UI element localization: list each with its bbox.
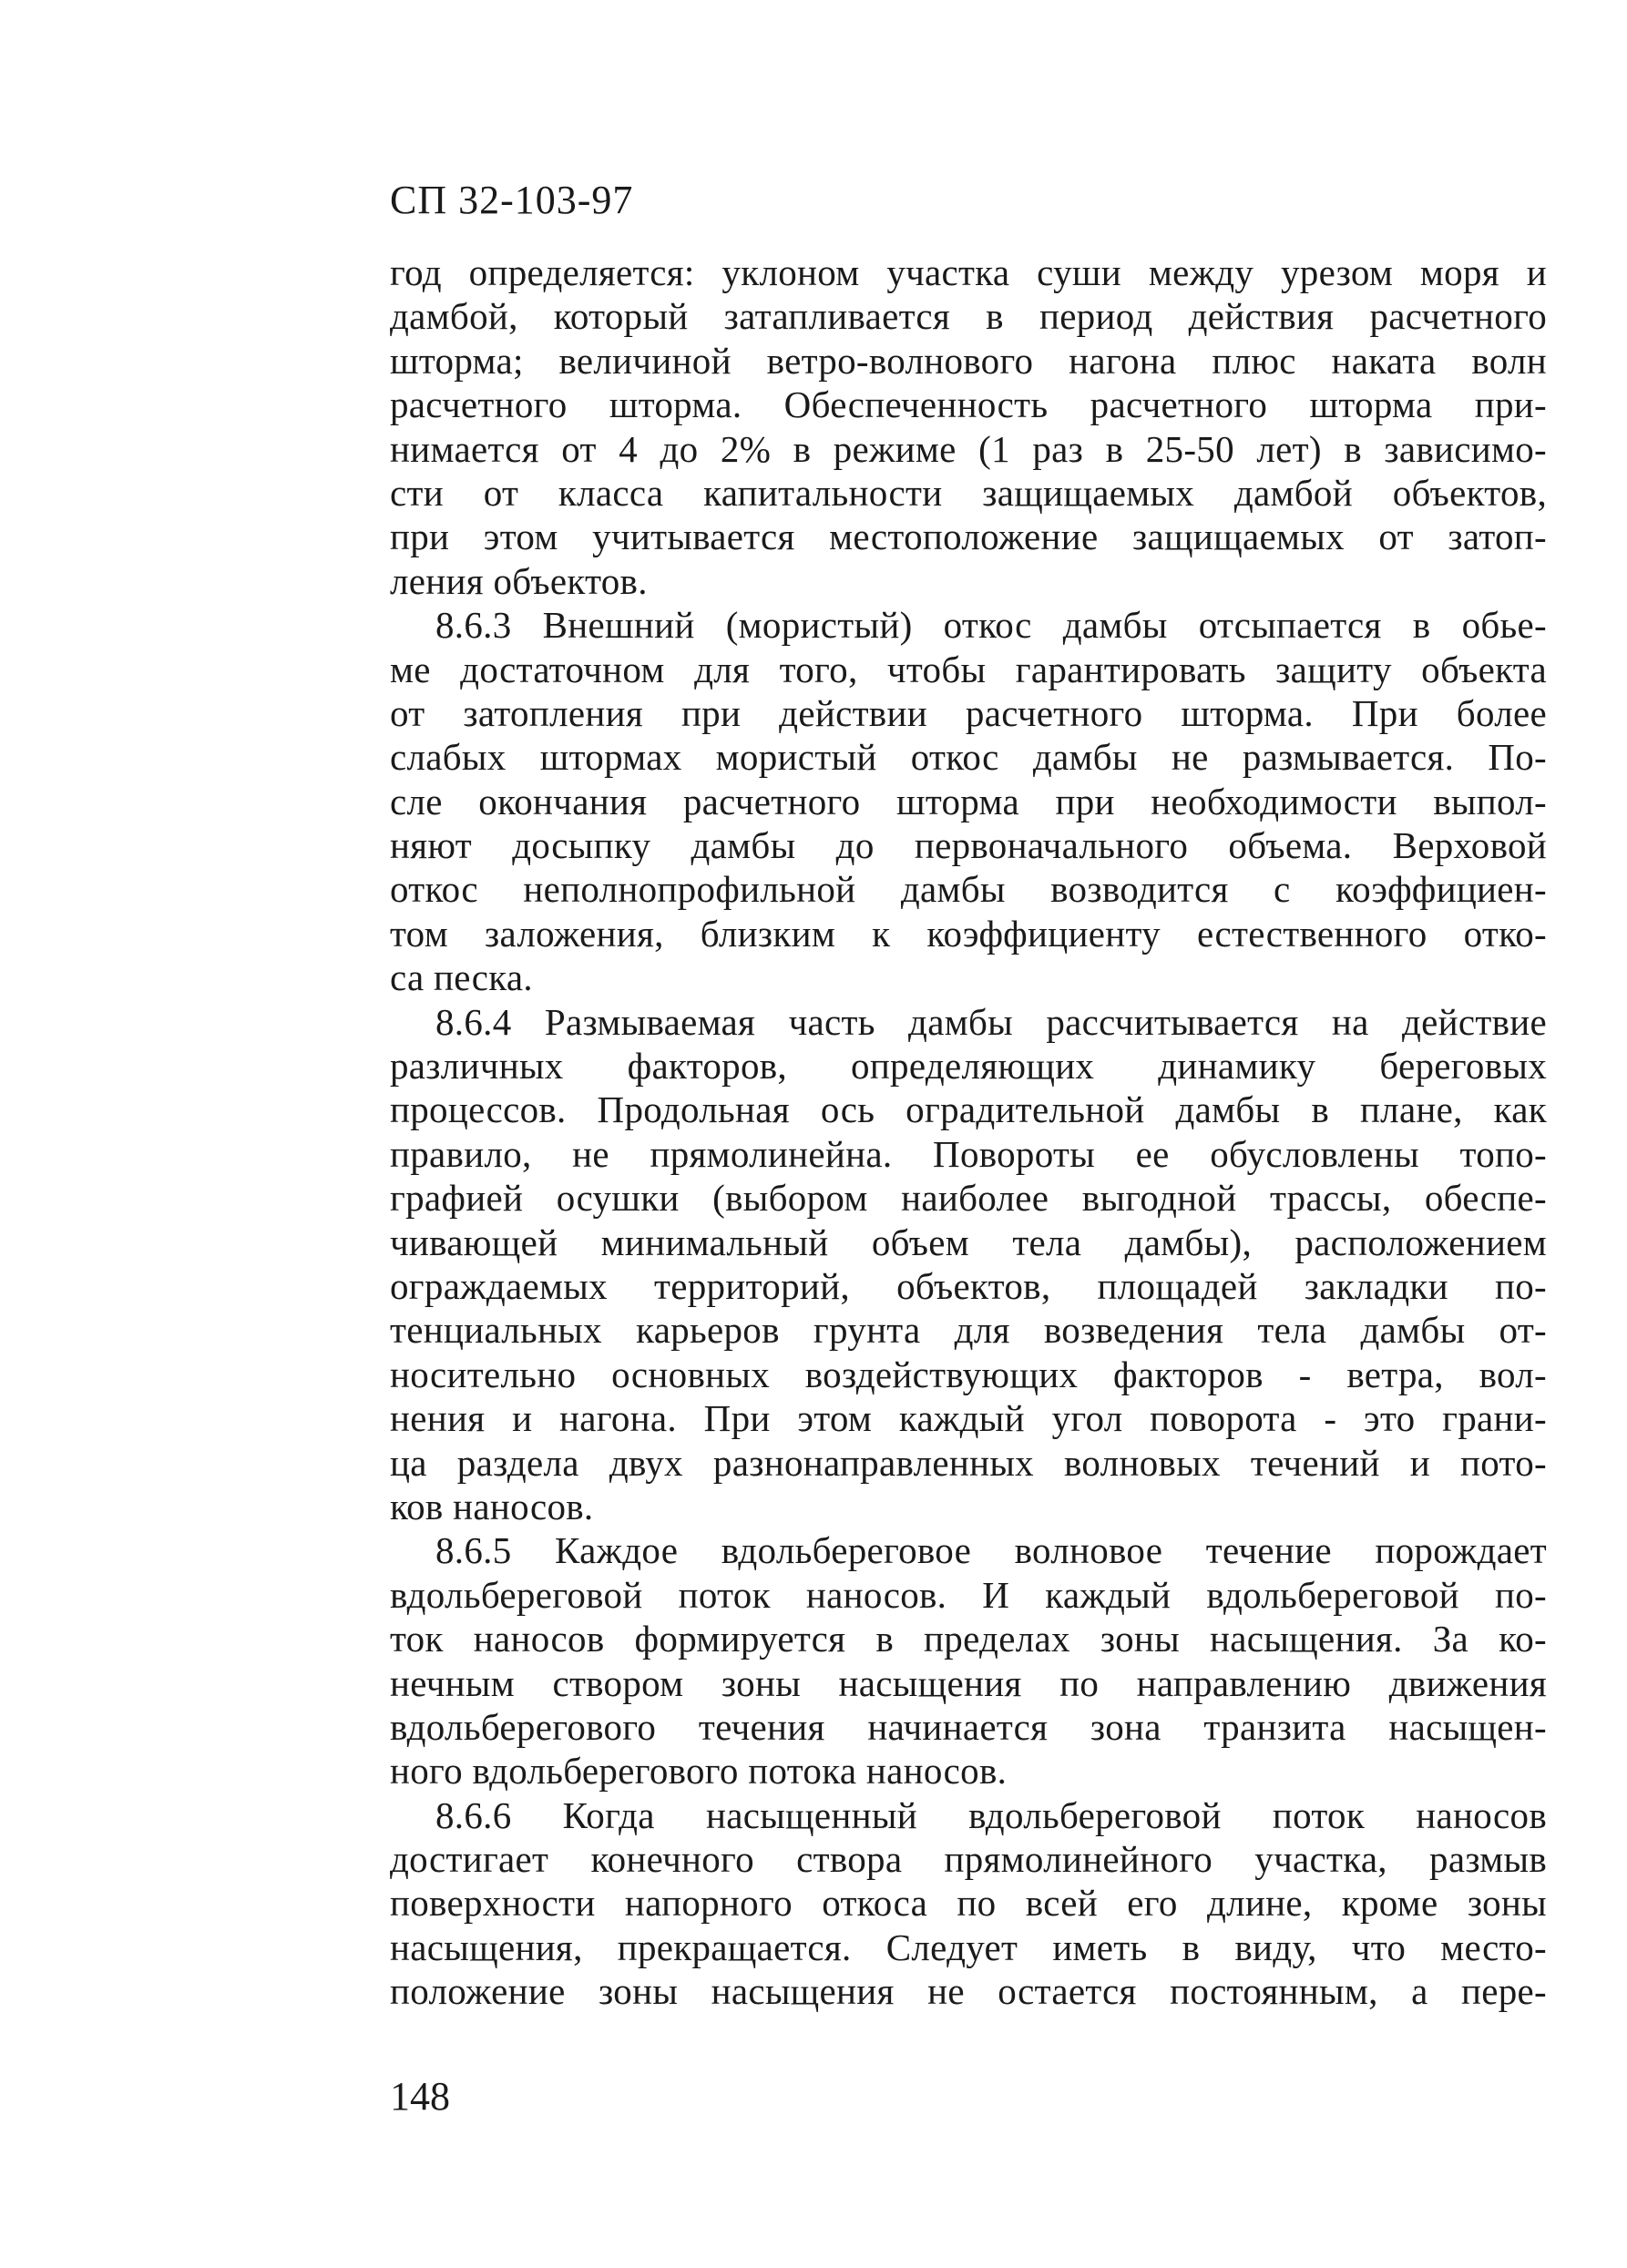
text-line: ков наносов. [390, 1485, 594, 1527]
text-line: нечным створом зоны насыщения по направлению движения [390, 1661, 1547, 1704]
text-line: откос неполнопрофильной дамбы возводится с коэффициен- [390, 868, 1547, 911]
text-line: графией осушки (выбором наиболее выгодной трассы, обеспе- [390, 1177, 1547, 1220]
text-line: год определяется: уклоном участка суши между урезом моря и [390, 251, 1547, 293]
text-line: ного вдольберегового потока наносов. [390, 1750, 1008, 1793]
text-line: сле окончания расчетного шторма при необходимости выпол- [390, 780, 1547, 822]
document-body [390, 250, 1547, 2014]
text-line: шторма; величиной ветро-волнового нагона плюс наката волн [390, 339, 1547, 382]
text-line: вдольберегового течения начинается зона транзита насыщен- [390, 1705, 1547, 1748]
text-line: 8.6.4 Размываемая часть дамбы рассчитывается на действие [435, 1000, 1547, 1043]
text-line: насыщения, прекращается. Следует иметь в виду, что место- [390, 1926, 1547, 1968]
text-line: тенциальных карьеров грунта для возведения тела дамбы от- [390, 1309, 1547, 1352]
text-line: нения и нагона. При этом каждый угол поворота - это грани- [390, 1397, 1547, 1440]
text-line: ограждаемых территорий, объектов, площадей закладки по- [390, 1264, 1547, 1307]
page-number: 148 [390, 2074, 450, 2119]
text-line: от затопления при действии расчетного шторма. При более [390, 691, 1547, 734]
document-code: СП 32-103-97 [390, 178, 634, 222]
text-line: ток наносов формируется в пределах зоны насыщения. За ко- [390, 1618, 1547, 1660]
text-line: вдольбереговой поток наносов. И каждый вдольбереговой по- [390, 1573, 1547, 1616]
text-line: положение зоны насыщения не остается постоянным, а пере- [390, 1970, 1547, 2013]
text-line: достигает конечного створа прямолинейного участка, размыв [390, 1838, 1547, 1881]
text-line: расчетного шторма. Обеспеченность расчетного шторма при- [390, 383, 1547, 426]
text-line: ме достаточном для того, чтобы гарантировать защиту объекта [390, 648, 1547, 690]
text-line: няют досыпку дамбы до первоначального объема. Верховой [390, 824, 1547, 867]
text-line: том заложения, близким к коэффициенту естественного отко- [390, 912, 1547, 955]
text-line: поверхности напорного откоса по всей его длине, кроме зоны [390, 1882, 1547, 1925]
text-line: носительно основных воздействующих факторов - ветра, вол- [390, 1353, 1547, 1395]
text-line: сти от класса капитальности защищаемых дамбой объектов, [390, 471, 1547, 514]
text-line: дамбой, который затапливается в период действия расчетного [390, 295, 1547, 338]
text-line: различных факторов, определяющих динамику береговых [390, 1045, 1547, 1088]
text-line: 8.6.5 Каждое вдольбереговое волновое течение порождает [435, 1529, 1547, 1572]
text-line: слабых штормах мористый откос дамбы не размывается. По- [390, 736, 1547, 779]
text-line: процессов. Продольная ось оградительной дамбы в плане, как [390, 1088, 1547, 1131]
text-line: 8.6.3 Внешний (мористый) откос дамбы отсыпается в обье- [435, 604, 1547, 647]
text-line: при этом учитывается местоположение защищаемых от затоп- [390, 516, 1547, 558]
text-line: чивающей минимальный объем тела дамбы), расположением [390, 1221, 1547, 1263]
text-line: ления объектов. [390, 559, 648, 602]
text-line: са песка. [390, 956, 533, 999]
text-line: нимается от 4 до 2% в режиме (1 раз в 25-50 лет) в зависимо- [390, 427, 1547, 470]
text-line: 8.6.6 Когда насыщенный вдольбереговой поток наносов [435, 1793, 1547, 1836]
text-line: правило, не прямолинейна. Повороты ее обусловлены топо- [390, 1132, 1547, 1175]
text-line: ца раздела двух разнонаправленных волновых течений и пото- [390, 1441, 1547, 1484]
